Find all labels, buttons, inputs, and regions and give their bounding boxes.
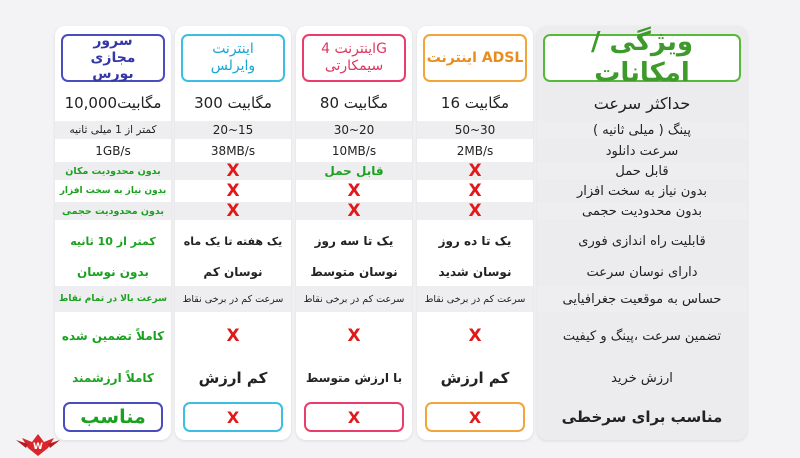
adsl-cell: نوسان شدید (438, 265, 512, 279)
adsl-cell: 16 مگابیت (440, 94, 510, 112)
wireless-cell: نوسان کم (203, 265, 263, 279)
adsl-cell: سرعت کم در برخی نقاط (424, 293, 526, 305)
adsl-cell: X (468, 181, 482, 201)
feature-label: حداکثر سرعت (593, 93, 691, 113)
wireless-cell: سرعت کم در برخی نقاط (182, 293, 284, 305)
wireless-cell: X (226, 201, 240, 221)
vps-cell: مناسب (80, 406, 146, 428)
vps-cell: 10,000مگابیت (64, 94, 162, 112)
feature-label: ارزش خرید (611, 370, 673, 386)
g4-cell: سرعت کم در برخی نقاط (303, 293, 405, 305)
feature-label: مناسب برای سرخطی (561, 408, 723, 426)
wireless-cell: یک هفته تا یک ماه (183, 234, 283, 248)
adsl-cell: یک تا ده روز (438, 234, 512, 248)
feature-label: سرعت دانلود (605, 143, 679, 159)
feature-label: قابل حمل (615, 163, 669, 179)
g4-cell: 80 مگابیت (319, 94, 389, 112)
g4-suitability-box (304, 402, 404, 432)
g4-cell: X (347, 201, 361, 221)
wireless-suitability-box (183, 402, 283, 432)
wireless-cell: کم ارزش (198, 369, 268, 387)
vps-cell: بدون محدودیت مکان (65, 165, 161, 177)
feature-column (537, 26, 747, 440)
g4-cell: نوسان متوسط (310, 265, 398, 279)
g4-cell: با ارزش متوسط (305, 371, 403, 385)
vps-cell: کاملاً ارزشمند (72, 371, 154, 385)
wireless-column (175, 26, 291, 440)
vps-cell: سرعت بالا در تمام نقاط (59, 294, 167, 304)
vps-column (55, 26, 171, 440)
g4-cell: X (347, 326, 361, 346)
g4-cell: 10MB/s (331, 144, 377, 158)
vps-suitability-box (63, 402, 163, 432)
feature-label: بدون محدودیت حجمی (582, 203, 702, 219)
wireless-cell: X (226, 161, 240, 181)
adsl-column (417, 26, 533, 440)
adsl-suitability-box (425, 402, 525, 432)
g4-cell: قابل حمل (324, 164, 384, 178)
svg-text:W: W (33, 442, 43, 452)
g4-cell: X (347, 181, 361, 201)
vps-cell: بدون محدودیت حجمی (62, 205, 164, 217)
brand-logo-icon (14, 430, 62, 458)
feature-label: قابلیت راه اندازی فوری (578, 233, 706, 249)
vps-header: سرور مجازی بورس (61, 34, 165, 82)
vps-cell: کمتر از 1 میلی ثانیه (69, 124, 157, 136)
adsl-cell: X (468, 161, 482, 181)
vps-cell: کاملاً تضمین شده (61, 329, 165, 343)
g4-header: اینترنت 4G سیمکارتی (302, 34, 406, 82)
wireless-cell: X (226, 407, 240, 427)
adsl-cell: 50~30 (454, 123, 496, 137)
g4-cell: X (347, 407, 361, 427)
feature-label: دارای نوسان سرعت (586, 264, 698, 280)
adsl-cell: X (468, 201, 482, 221)
feature-header: ویژگی / امکانات (543, 34, 741, 82)
vps-cell: 1GB/s (95, 144, 131, 158)
g4-cell: 30~20 (333, 123, 375, 137)
feature-label: بدون نیاز به سخت افزار (576, 183, 708, 199)
wireless-header: اینترنت وایرلس (181, 34, 285, 82)
adsl-header: اینترنت ADSL (423, 34, 527, 82)
adsl-cell: X (468, 407, 482, 427)
wireless-cell: 300 مگابیت (194, 94, 272, 112)
feature-label: تضمین سرعت ،پینگ و کیفیت (562, 328, 722, 344)
vps-cell: بدون نیاز به سخت افزار (59, 186, 167, 196)
vps-cell: بدون نوسان (77, 265, 149, 279)
adsl-cell: 2MB/s (456, 144, 494, 158)
adsl-cell: کم ارزش (440, 369, 510, 387)
feature-label: حساس به موقعیت جغرافیایی (562, 291, 722, 307)
g4-column (296, 26, 412, 440)
wireless-cell: 20~15 (212, 123, 254, 137)
feature-label: پینگ ( میلی ثانیه ) (593, 122, 691, 138)
wireless-cell: X (226, 326, 240, 346)
wireless-cell: X (226, 181, 240, 201)
vps-cell: کمتر از 10 ثانیه (70, 234, 156, 248)
adsl-cell: X (468, 326, 482, 346)
g4-cell: یک تا سه روز (314, 234, 394, 248)
wireless-cell: 38MB/s (210, 144, 256, 158)
